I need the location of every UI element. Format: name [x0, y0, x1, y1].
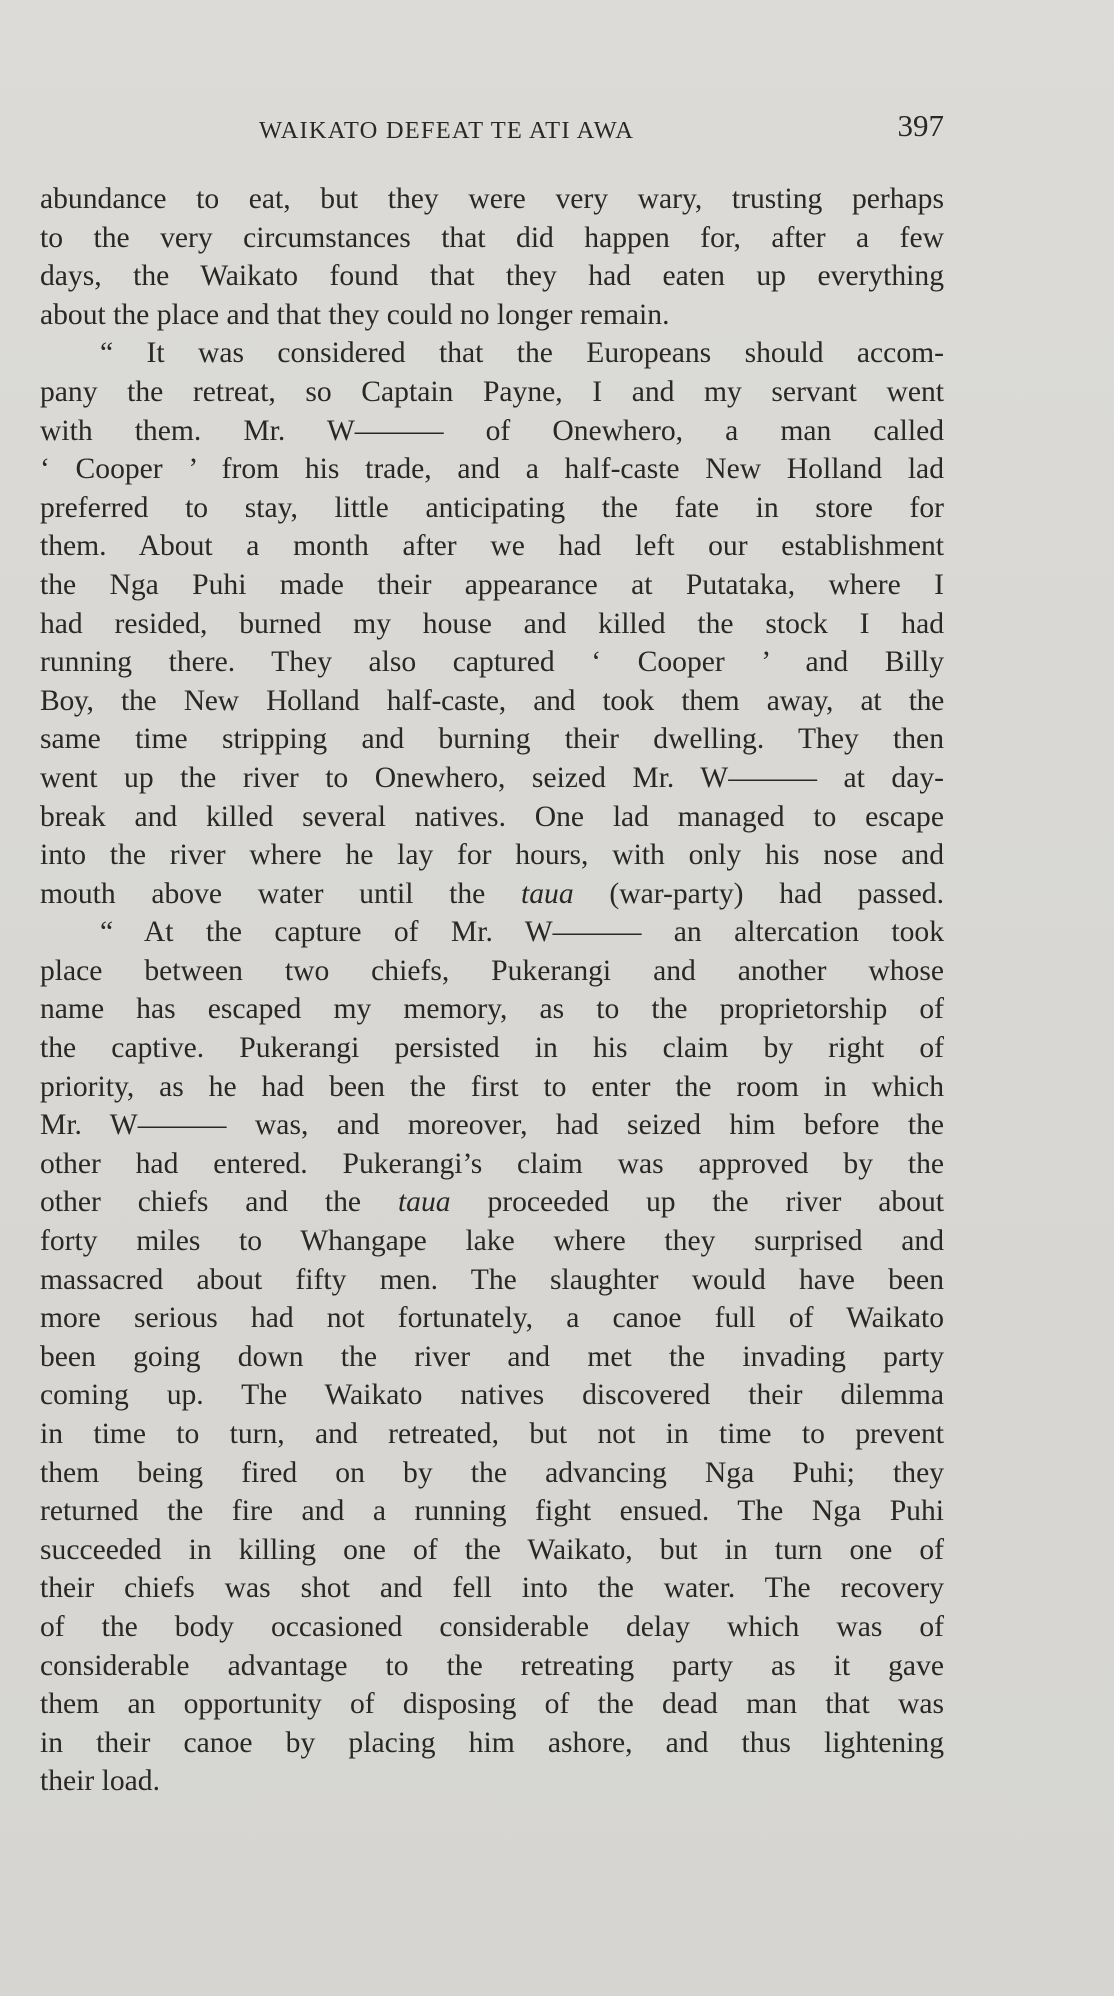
text-line: [40, 1183, 944, 1222]
text-line: forty miles to Whangape lake where they surprised and: [40, 1225, 944, 1258]
body-text: [40, 180, 944, 1801]
text-line: in time to turn, and retreated, but not in time to prevent: [40, 1418, 944, 1450]
text-line: break and killed several natives. One lad managed to escape: [40, 800, 944, 833]
text-line: their load.: [40, 1765, 160, 1798]
text-line: running there. They also captured ‘ Cooper ’ and Billy: [40, 646, 944, 679]
text-segment: (war-party) had passed.: [573, 877, 944, 910]
text-line: considerable advantage to the retreating party as it gave: [40, 1649, 944, 1682]
italic-term: taua: [397, 1186, 451, 1219]
running-title: WAIKATO DEFEAT TE ATI AWA: [259, 117, 635, 144]
text-line: priority, as he had been the first to enter the room in which: [40, 1070, 944, 1103]
text-line: same time stripping and burning their dwelling. They then: [40, 723, 944, 756]
text-segment: mouth above water until the: [40, 877, 522, 910]
text-line: succeeded in killing one of the Waikato, but in turn one of: [40, 1533, 944, 1566]
text-line: days, the Waikato found that they had eaten up everything: [40, 260, 944, 293]
text-line: “ It was considered that the Europeans should accom-: [100, 337, 944, 370]
text-line: been going down the river and met the invading party: [40, 1340, 944, 1373]
text-line: place between two chiefs, Pukerangi and another whose: [40, 954, 944, 987]
page-number: 397: [897, 108, 944, 143]
text-line: other had entered. Pukerangi’s claim was approved by the: [40, 1147, 944, 1180]
text-segment: proceeded up the river about: [450, 1186, 944, 1219]
text-line: coming up. The Waikato natives discovered their dilemma: [40, 1379, 944, 1412]
text-line: name has escaped my memory, as to the proprietorship of: [40, 993, 944, 1026]
page-header: [40, 108, 944, 152]
text-line: preferred to stay, little anticipating the fate in store for: [40, 491, 944, 524]
text-line: more serious had not fortunately, a canoe full of Waikato: [40, 1302, 944, 1335]
text-segment: other chiefs and the: [40, 1186, 398, 1219]
text-line: “ At the capture of Mr. W——— an altercation took: [100, 916, 944, 949]
text-line: to the very circumstances that did happen for, after a few: [40, 221, 944, 254]
text-line: the captive. Pukerangi persisted in his claim by right of: [40, 1032, 944, 1065]
text-line: in their canoe by placing him ashore, and thus lightening: [40, 1726, 944, 1759]
text-line: abundance to eat, but they were very wary, trusting perhaps: [40, 183, 944, 215]
text-line: had resided, burned my house and killed the stock I had: [40, 607, 944, 640]
text-line: into the river where he lay for hours, with only his nose and: [40, 839, 944, 872]
text-line: about the place and that they could no longer remain.: [40, 298, 670, 331]
text-line: returned the fire and a running fight ensued. The Nga Puhi: [40, 1495, 944, 1528]
text-line: pany the retreat, so Captain Payne, I and my servant went: [40, 375, 944, 408]
text-line: of the body occasioned considerable delay which was of: [40, 1610, 944, 1643]
text-line: with them. Mr. W——— of Onewhero, a man called: [40, 414, 944, 447]
italic-term: taua: [521, 877, 574, 910]
text-line: massacred about fifty men. The slaughter would have been: [40, 1263, 944, 1296]
text-line: ‘ Cooper ’ from his trade, and a half-caste New Holland lad: [40, 453, 944, 486]
text-line: them being fired on by the advancing Nga Puhi; they: [40, 1456, 944, 1489]
text-line: [40, 875, 944, 914]
text-line: them an opportunity of disposing of the dead man that was: [40, 1688, 944, 1721]
text-line: their chiefs was shot and fell into the water. The recovery: [40, 1572, 944, 1605]
text-line: Boy, the New Holland half-caste, and took them away, at the: [40, 684, 944, 717]
text-line: the Nga Puhi made their appearance at Putataka, where I: [40, 568, 944, 601]
text-line: them. About a month after we had left our establishment: [40, 530, 944, 563]
text-line: Mr. W——— was, and moreover, had seized him before the: [40, 1109, 944, 1142]
text-line: went up the river to Onewhero, seized Mr. W——— at day-: [40, 761, 944, 794]
